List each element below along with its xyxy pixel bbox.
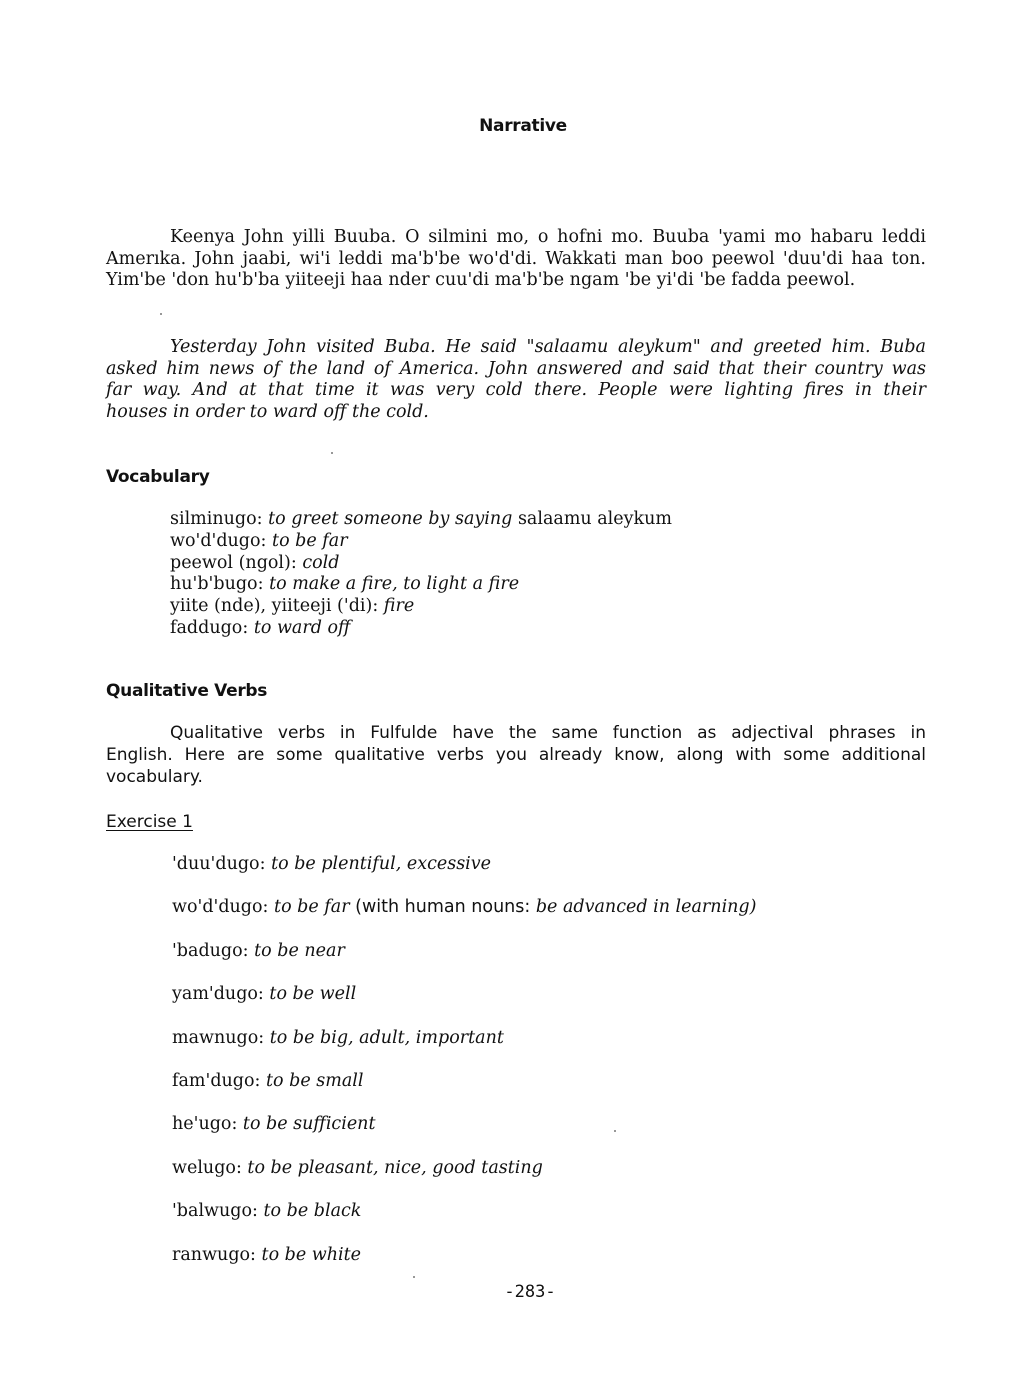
vocab-term: wo'd'dugo: [170,530,267,551]
verb-term: 'duu'dugo: [172,854,266,874]
verb-gloss: to be big, adult, important [269,1027,504,1048]
vocabulary-heading: Vocabulary [106,467,210,487]
vocab-term: hu'b'bugo: [170,574,264,595]
verb-gloss: to be white [261,1244,362,1265]
exercise-item [172,1027,756,1070]
verb-term: yam'dugo: [172,984,264,1005]
paragraph-line: Qualitative verbs in Fulfulde have the same function as adjectival phrases in [170,723,926,743]
verb-gloss: to be plentiful, excessive [271,854,492,874]
exercise-item [172,896,756,939]
exercise-list [172,853,756,1287]
exercise-item [172,1244,756,1287]
verb-gloss: to be sufficient [242,1114,376,1135]
verb-term: wo'd'dugo: [172,897,269,918]
verb-term: 'badugo: [172,940,249,961]
vocab-gloss: fire [383,596,415,617]
scan-speck [331,452,333,454]
verb-note-gloss: be advanced in learning) [535,897,757,918]
exercise-item [172,1070,756,1113]
vocabulary-item [170,574,672,596]
paragraph-line: houses in order to ward off the cold. [106,401,429,422]
verb-gloss: to be near [254,940,345,961]
english-translation-paragraph [106,337,926,423]
vocab-gloss: to ward off [253,617,351,638]
paragraph-line: English. Here are some qualitative verbs you already know, along with some additional [106,745,926,765]
verb-gloss: to be small [266,1070,364,1091]
fulfulde-narrative-paragraph [106,227,926,292]
exercise-label: Exercise 1 [106,812,193,832]
exercise-item [172,1157,756,1200]
qualitative-verbs-paragraph [106,722,926,788]
verb-term: he'ugo: [172,1114,238,1135]
paragraph-line: Yesterday John visited Buba. He said "salaamu aleykum" and greeted him. Buba [170,337,926,357]
exercise-item [172,940,756,983]
vocabulary-item [170,509,672,531]
vocab-term: peewol (ngol): [170,552,297,573]
vocabulary-item [170,618,672,640]
vocab-term: silminugo: [170,509,263,529]
paragraph-line: far way. And at that time it was very cold there. People were lighting fires in their [106,380,926,400]
verb-note: (with human nouns: [355,897,531,918]
verb-term: welugo: [172,1157,242,1178]
verb-term: mawnugo: [172,1027,265,1048]
vocabulary-item [170,596,672,618]
qualitative-verbs-heading: Qualitative Verbs [106,681,268,701]
narrative-heading: Narrative [479,116,567,136]
paragraph-line: Keenya John yilli Buuba. O silmini mo, o hofni mo. Buuba 'yami mo habaru leddi [170,227,926,247]
vocabulary-item [170,531,672,553]
vocabulary-list [170,509,672,640]
exercise-item [172,1200,756,1243]
verb-gloss: to be black [263,1201,362,1222]
scan-speck [614,1130,616,1132]
exercise-item [172,853,756,896]
vocab-extra: salaamu aleykum [517,509,672,529]
paragraph-line: vocabulary. [106,767,203,787]
verb-gloss: to be pleasant, nice, good tasting [247,1157,543,1178]
page-number: -283- [504,1282,556,1302]
verb-gloss: to be far [274,897,350,918]
paragraph-line: Amerıka. John jaabi, wi'i leddi ma'b'be wo'd'di. Wakkati man boo peewol 'duu'di haa ton. [106,248,926,269]
scan-speck [413,1276,415,1278]
paragraph-line: asked him news of the land of America. John answered and said that their country was [106,358,926,379]
exercise-item [172,1113,756,1156]
verb-term: 'balwugo: [172,1201,258,1222]
vocab-gloss: to make a fire, to light a fire [269,574,520,595]
paragraph-line: Yim'be 'don hu'b'ba yiiteeji haa nder cuu'di ma'b'be ngam 'be yi'di 'be fadda peewol. [106,270,856,290]
vocab-term: yiite (nde), yiiteeji ('di): [170,596,379,617]
vocab-gloss: to greet someone by saying [268,509,513,529]
vocabulary-item [170,553,672,575]
verb-gloss: to be well [269,984,357,1005]
scan-speck [160,313,162,315]
verb-term: ranwugo: [172,1244,256,1265]
vocab-term: faddugo: [170,617,249,638]
vocab-gloss: to be far [272,530,348,551]
vocab-gloss: cold [302,552,340,573]
exercise-item [172,983,756,1026]
verb-term: fam'dugo: [172,1070,261,1091]
